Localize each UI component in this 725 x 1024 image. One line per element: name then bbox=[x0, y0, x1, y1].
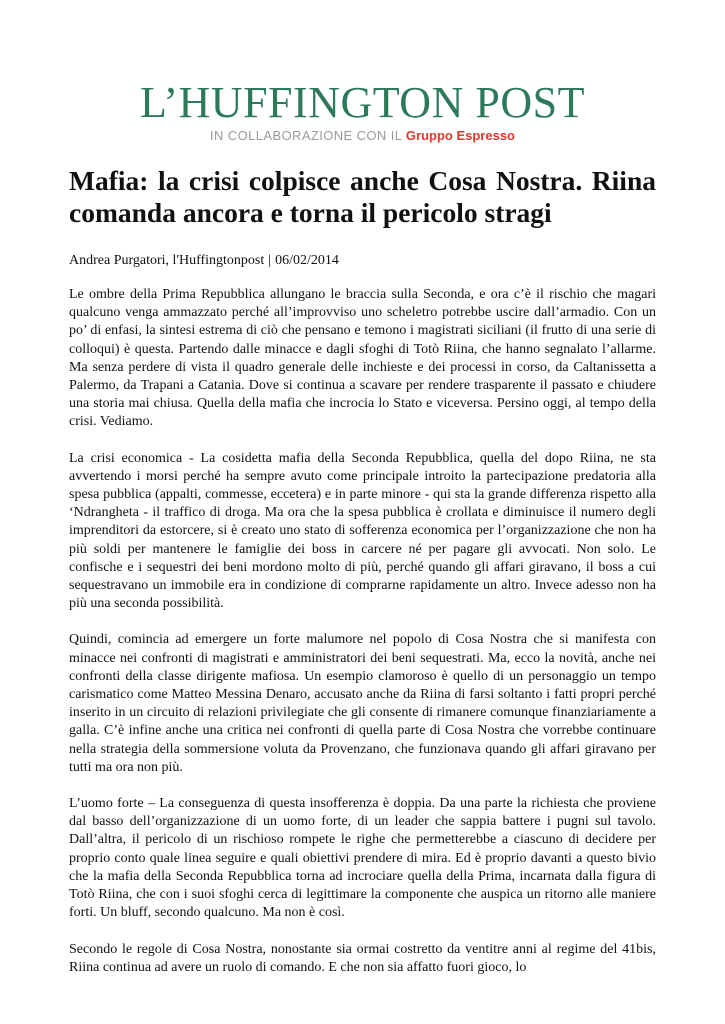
byline bbox=[69, 252, 656, 270]
article bbox=[69, 165, 656, 995]
byline-date: 06/02/2014 bbox=[275, 253, 339, 268]
article-body bbox=[69, 286, 656, 977]
article-paragraph-3: Quindi, comincia ad emergere un forte malumore nel popolo di Cosa Nostra che si manifesta con minacce nei confronti di magistrati e amministratori dei beni sequestrati. Ma, ecco la novità, anche nei confronti della classe dirigente mafiosa. Un esempio clamoroso è quello di un personaggio un tempo carismatico come Matteo Messina Denaro, accusato anche da Riina di farsi soltanto i fatti propri perché inserito in un circuito di relazioni privilegiate che gli consente di rimanere comunque finanziariamente a galla. C’è infine anche una critica nei confronti di quella parte di Cosa Nostra che vorrebbe continuare nella strategia della sommersione voluta da Provenzano, che funzionava quando gli affari giravano per tutti ma ora non più. bbox=[69, 632, 656, 775]
masthead bbox=[0, 80, 725, 143]
article-paragraph-2: La crisi economica - La cosidetta mafia della Seconda Repubblica, quella del dopo Riina, ne sta avvertendo i morsi perché ha sempre avuto come principale introito la partecipazione predatoria alla spesa pubblica (appalti, commesse, eccetera) e in parte minore - qui sta la grande differenza rispetto alla ‘Ndrangheta - il traffico di droga. Ma ora che la spesa pubblica è crollata e diminuisce il numero degli imprenditori da estorcere, si è creato uno stato di sofferenza economica per l’organizzazione che non ha più soldi per mantenere le famiglie dei boss in carcere né per pagare gli avvocati. Non solo. Le confische e i sequestri dei beni mordono molto di più, perché quando gli affari giravano, il boss a cui sequestravano un immobile era in condizione di comprarne rapidamente un altro. Invece adesso non ha più una seconda possibilità. bbox=[69, 450, 656, 612]
tagline-prefix: IN COLLABORAZIONE CON IL bbox=[210, 128, 406, 143]
byline-separator: | bbox=[268, 253, 272, 268]
article-paragraph-5: Secondo le regole di Cosa Nostra, nonostante sia ormai costretto da ventitre anni al regime del 41bis, Riina continua ad avere un ruolo di comando. E che non sia affatto fuori gioco, lo bbox=[69, 941, 656, 975]
publication-tagline bbox=[0, 128, 725, 143]
byline-author: Andrea Purgatori, l'Huffingtonpost bbox=[69, 253, 265, 268]
publication-logo: L’HUFFINGTON POST bbox=[140, 78, 585, 127]
article-headline: Mafia: la crisi colpisce anche Cosa Nostra. Riina comanda ancora e torna il pericolo stragi bbox=[69, 165, 656, 228]
article-paragraph-4: L’uomo forte – La conseguenza di questa insofferenza è doppia. Da una parte la richiesta che proviene dal basso dell’organizzazione di un uomo forte, di un leader che sappia battere i pugni sul tavolo. Dall’altra, il pericolo di un rischioso rompete le righe che permetterebbe a ciascuno di decidere per proprio conto quale linea seguire e quali obiettivi prendere di mira. Ed è proprio davanti a questo bivio che la mafia della Seconda Repubblica torna ad incrociare quella della Prima, incarnata dalla figura di Totò Riina, che con i suoi sfoghi cerca di legittimare la componente che auspica un ritorno alle maniere forti. Un bluff, secondo qualcuno. Ma non è così. bbox=[69, 796, 656, 921]
article-paragraph-1: Le ombre della Prima Repubblica allungano le braccia sulla Seconda, e ora c’è il rischio che magari qualcuno venga ammazzato perché all’improvviso uno scheletro potrebbe uscire dall’armadio. Con un po’ di enfasi, la sintesi estrema di ciò che pensano e temono i magistrati siciliani (il frutto di una serie di colloqui) è questa. Partendo dalle minacce e dagli sfoghi di Totò Riina, che hanno segnalato l’allarme. Ma senza perdere di vista il quadro generale delle inchieste e dei processi in corso, da Caltanissetta a Palermo, da Trapani a Catania. Dove si continua a scavare per rendere trasparente il passato e chiudere una storia mai chiusa. Quella della mafia che incrocia lo Stato e viceversa. Persino oggi, al tempo della crisi. Vediamo. bbox=[69, 287, 656, 430]
tagline-partner: Gruppo Espresso bbox=[405, 128, 515, 143]
